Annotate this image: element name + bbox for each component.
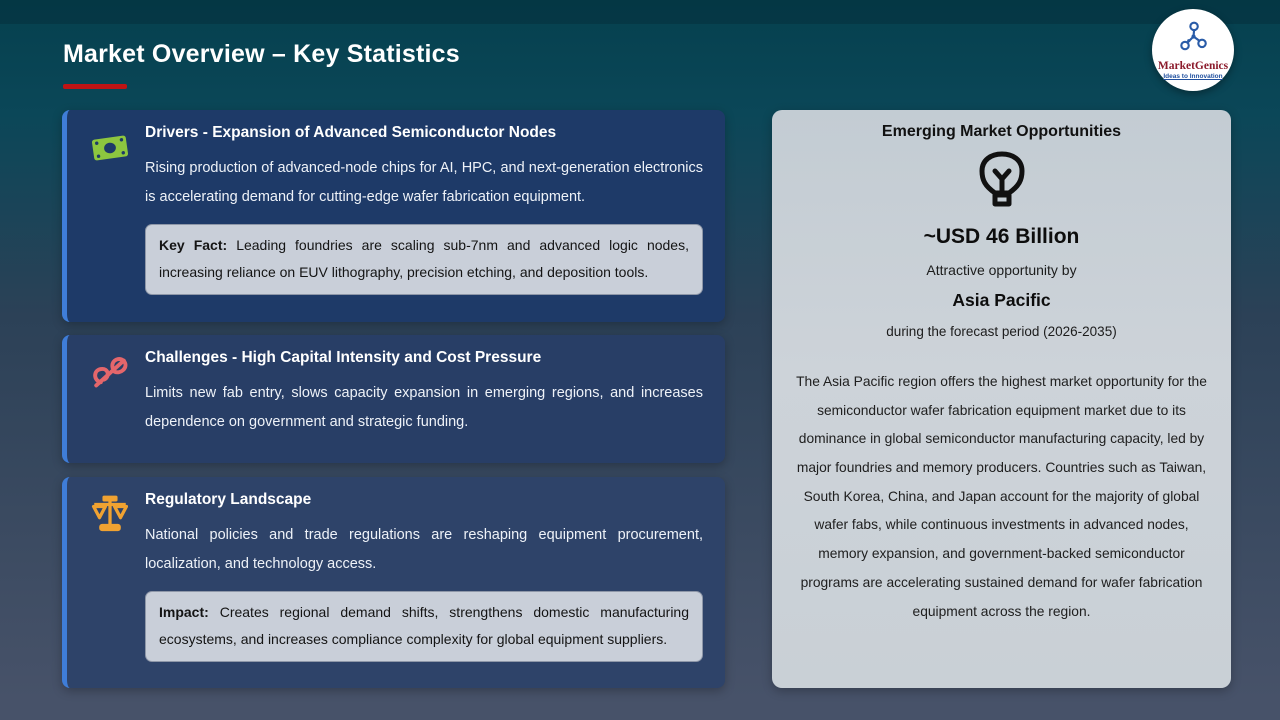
impact-box xyxy=(145,591,703,662)
opportunity-period: during the forecast period (2026-2035) xyxy=(886,324,1117,339)
card-challenges xyxy=(62,335,725,463)
top-strip xyxy=(0,0,1280,24)
logo xyxy=(1152,9,1234,91)
card-title: Challenges - High Capital Intensity and Cost Pressure xyxy=(145,349,542,366)
key-fact-box xyxy=(145,224,703,295)
knot-icon xyxy=(89,352,131,394)
card-title: Drivers - Expansion of Advanced Semiconductor Nodes xyxy=(145,124,557,141)
opportunity-region: Asia Pacific xyxy=(952,290,1051,310)
opportunity-panel xyxy=(772,110,1231,688)
page-title: Market Overview – Key Statistics xyxy=(63,40,460,68)
card-body: National policies and trade regulations are reshaping equipment procurement, localization, and technology access. xyxy=(145,527,703,572)
opportunity-subtitle: Attractive opportunity by xyxy=(926,262,1077,278)
card-drivers xyxy=(62,110,725,322)
card-title: Regulatory Landscape xyxy=(145,491,312,508)
card-body: Limits new fab entry, slows capacity expansion in emerging regions, and increases dependence on government and strategic funding. xyxy=(145,385,703,430)
card-body: Rising production of advanced-node chips for AI, HPC, and next-generation electronics is accelerating demand for cutting-edge wafer fabrication equipment. xyxy=(145,160,703,205)
logo-name: MarketGenics xyxy=(1157,60,1229,72)
card-regulatory xyxy=(62,477,725,688)
callout-label: Key Fact: xyxy=(159,237,228,253)
banknote-icon xyxy=(89,127,131,169)
title-underline xyxy=(63,84,127,89)
molecule-network-icon xyxy=(1176,20,1210,59)
panel-title: Emerging Market Opportunities xyxy=(881,123,1122,140)
callout-text: Leading foundries are scaling sub-7nm and advanced logic nodes, increasing reliance on EUV lithography, precision etching, and deposition tools. xyxy=(159,237,689,281)
scales-icon xyxy=(89,494,131,536)
callout-text: Creates regional demand shifts, strengthens domestic manufacturing ecosystems, and increases compliance complexity for global equipment suppliers. xyxy=(159,604,689,648)
lightbulb-icon xyxy=(772,148,1231,212)
logo-tagline: Ideas to Innovation xyxy=(1163,73,1223,80)
opportunity-value: ~USD 46 Billion xyxy=(923,225,1080,248)
opportunity-description: The Asia Pacific region offers the highest market opportunity for the semiconductor wafer fabrication equipment market due to its dominance in global semiconductor manufacturing capacity, led by major foundries and memory producers. Countries such as Taiwan, South Korea, China, and Japan account for the majority of global wafer fabs, while continuous investments in advanced nodes, memory expansion, and government-backed semiconductor programs are accelerating sustained demand for wafer fabrication equipment across the region. xyxy=(796,374,1207,619)
callout-label: Impact: xyxy=(159,604,209,620)
